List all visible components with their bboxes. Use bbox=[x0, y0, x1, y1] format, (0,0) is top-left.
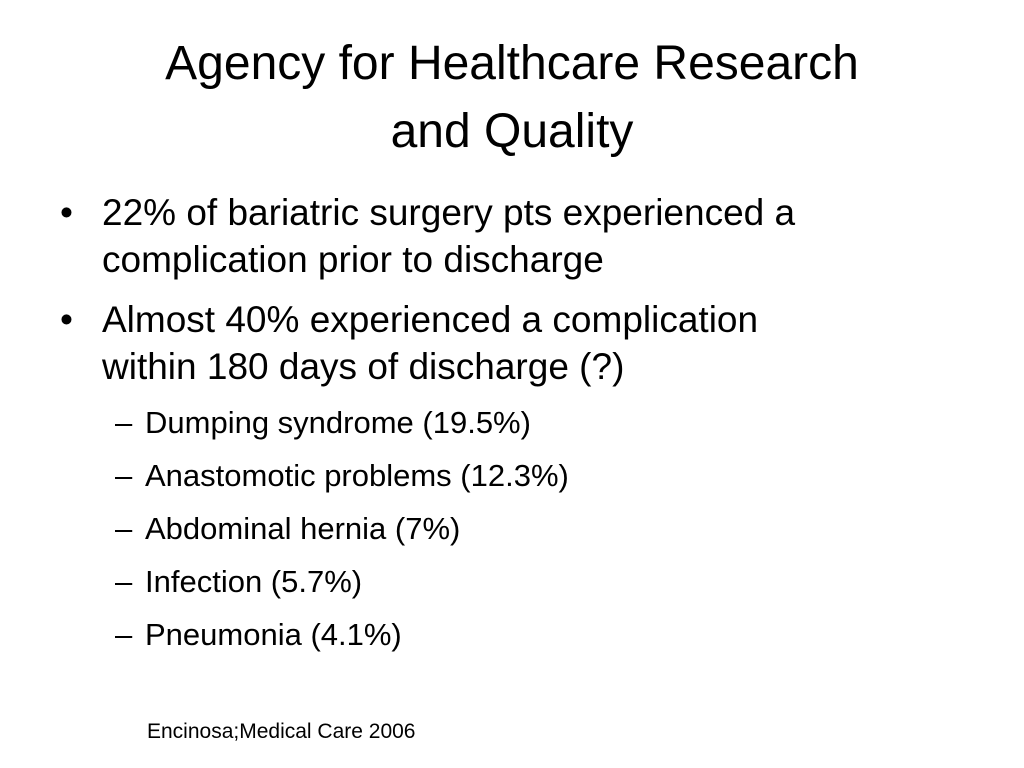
sub-bullet-marker: – bbox=[115, 405, 133, 440]
sub-bullet-text: Pneumonia (4.1%) bbox=[145, 617, 402, 652]
bullet-1-line-1: 22% of bariatric surgery pts experienced a bbox=[102, 192, 796, 233]
bullet-item-2 bbox=[60, 296, 980, 390]
sub-bullet-marker: – bbox=[115, 617, 133, 652]
slide-title-line-2: and Quality bbox=[390, 105, 634, 158]
sub-bullet-text: Infection (5.7%) bbox=[145, 564, 363, 599]
sub-bullet-marker: – bbox=[115, 458, 133, 493]
bullet-item-1 bbox=[60, 189, 980, 283]
sub-bullet-text: Anastomotic problems (12.3%) bbox=[145, 458, 569, 493]
bullet-marker: • bbox=[60, 299, 73, 340]
sub-bullet-text: Dumping syndrome (19.5%) bbox=[145, 405, 531, 440]
sub-bullet-marker: – bbox=[115, 564, 133, 599]
citation: Encinosa;Medical Care 2006 bbox=[147, 720, 416, 743]
sub-bullet-marker: – bbox=[115, 511, 133, 546]
bullet-2-line-2: within 180 days of discharge (?) bbox=[102, 346, 625, 387]
bullet-1-line-2: complication prior to discharge bbox=[102, 239, 604, 280]
slide-title-line-1: Agency for Healthcare Research bbox=[165, 37, 859, 90]
sub-bullet-text: Abdominal hernia (7%) bbox=[145, 511, 461, 546]
bullet-2-line-1: Almost 40% experienced a complication bbox=[102, 299, 759, 340]
bullet-marker: • bbox=[60, 192, 73, 233]
